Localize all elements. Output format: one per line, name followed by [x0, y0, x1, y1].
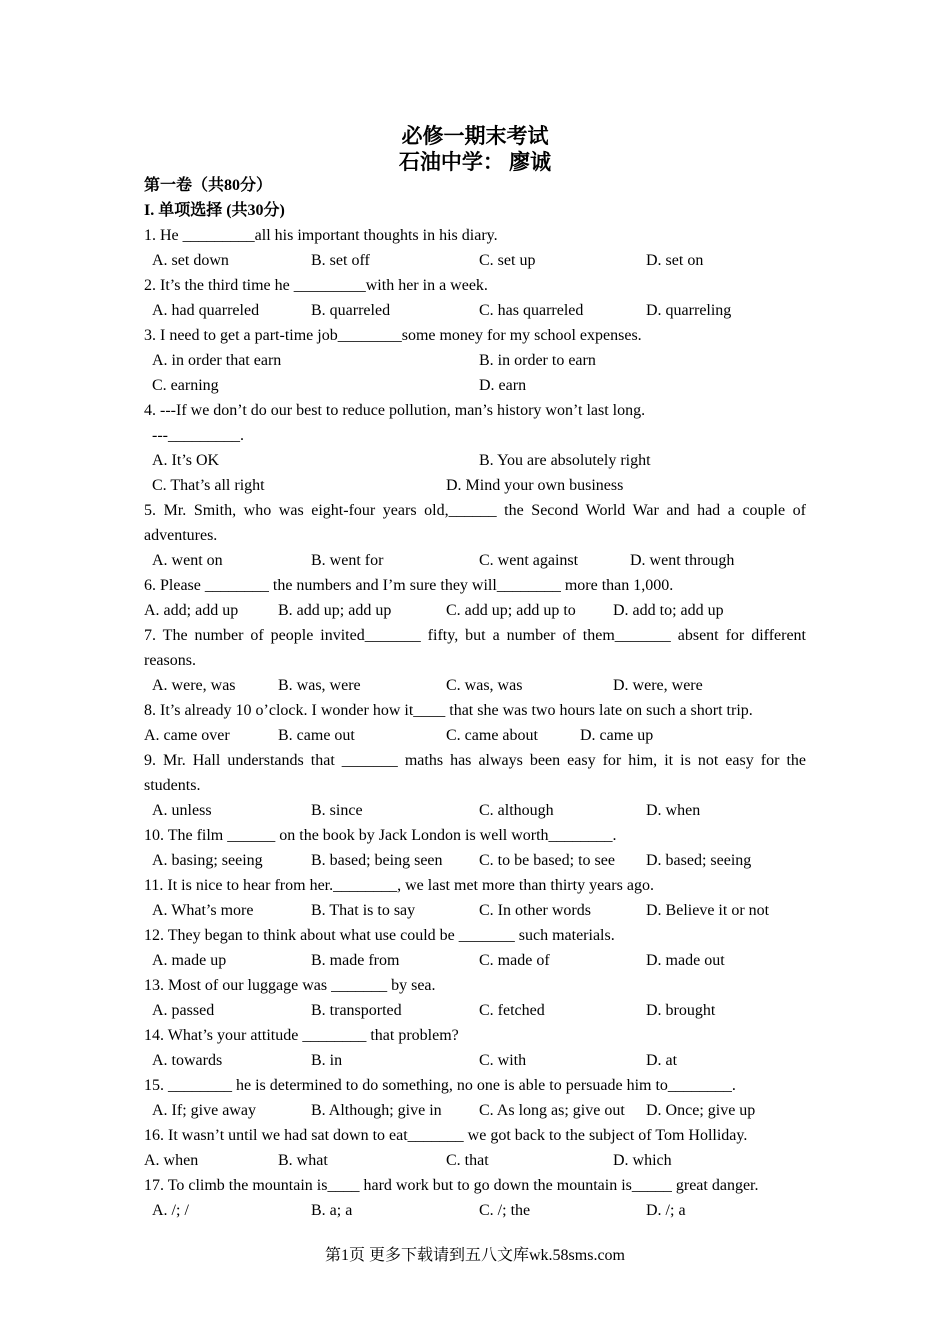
option-c: C. add up; add up to [446, 602, 576, 619]
question-11-options [144, 899, 806, 923]
option-d: D. Believe it or not [646, 902, 770, 919]
question-3-options-ab [144, 349, 806, 373]
question-4-response: ---_________. [152, 427, 244, 444]
question-4-stem: 4. ---If we don’t do our best to reduce pollution, man’s history won’t last long. [144, 402, 646, 419]
option-c: C. to be based; to see [479, 852, 615, 869]
page-title: 必修一期末考试 [401, 124, 549, 148]
question-8-options [144, 724, 806, 748]
option-a: A. made up [152, 952, 227, 969]
question-7-stem: 7. The number of people invited_______ fifty, but a number of them_______ absent for different [144, 627, 806, 644]
option-b: B. came out [278, 727, 355, 744]
option-b: B. add up; add up [278, 602, 392, 619]
option-d: D. brought [646, 1002, 716, 1019]
option-b: B. in order to earn [479, 352, 596, 369]
option-d: D. were, were [613, 677, 703, 694]
page-subtitle: 石油中学： 廖诚 [398, 150, 552, 174]
question-6-stem: 6. Please ________ the numbers and I’m sure they will________ more than 1,000. [144, 577, 674, 594]
option-c: C. came about [446, 727, 538, 744]
option-a: A. had quarreled [152, 302, 260, 319]
option-c: C. that [446, 1152, 489, 1169]
question-17-options [144, 1199, 806, 1223]
question-5-stem-cont: adventures. [144, 527, 218, 544]
option-a: A. came over [144, 727, 230, 744]
question-3-options-cd [144, 374, 806, 398]
option-a: A. add; add up [144, 602, 239, 619]
option-d: D. went through [630, 552, 735, 569]
option-a: A. in order that earn [152, 352, 282, 369]
option-c: C. although [479, 802, 554, 819]
question-16-options [144, 1149, 806, 1173]
question-13-options [144, 999, 806, 1023]
option-d: D. /; a [646, 1202, 686, 1219]
option-a: A. If; give away [152, 1102, 256, 1119]
option-d: D. earn [479, 377, 527, 394]
option-c: C. went against [479, 552, 579, 569]
option-b: B. based; being seen [311, 852, 443, 869]
option-d: D. set on [646, 252, 704, 269]
question-3-stem: 3. I need to get a part-time job________some money for my school expenses. [144, 327, 642, 344]
question-6-options [144, 599, 806, 623]
question-4-options-ab [144, 449, 806, 473]
question-10-stem: 10. The film ______ on the book by Jack London is well worth________. [144, 827, 617, 844]
option-c: C. was, was [446, 677, 523, 694]
option-a: A. What’s more [152, 902, 254, 919]
question-12-options [144, 949, 806, 973]
option-b: B. since [311, 802, 363, 819]
question-12-stem: 12. They began to think about what use could be _______ such materials. [144, 927, 615, 944]
question-10-options [144, 849, 806, 873]
option-d: D. add to; add up [613, 602, 724, 619]
question-15-stem: 15. ________ he is determined to do something, no one is able to persuade him to________. [144, 1077, 736, 1094]
question-2-options [144, 299, 806, 323]
question-8-stem: 8. It’s already 10 o’clock. I wonder how it____ that she was two hours late on such a short trip. [144, 702, 753, 719]
question-15-options [144, 1099, 806, 1123]
option-c: C. fetched [479, 1002, 545, 1019]
page-footer: 第1页 更多下载请到五八文库wk.58sms.com [324, 1247, 625, 1264]
option-d: D. Once; give up [646, 1102, 756, 1119]
option-d: D. came up [580, 727, 654, 744]
option-c: C. set up [479, 252, 536, 269]
option-a: A. towards [152, 1052, 223, 1069]
option-a: A. /; / [152, 1202, 189, 1219]
option-d: D. Mind your own business [446, 477, 624, 494]
question-5-options [144, 549, 806, 573]
question-7-options [144, 674, 806, 698]
option-b: B. in [311, 1052, 343, 1069]
option-a: A. unless [152, 802, 212, 819]
option-c: C. That’s all right [152, 477, 265, 494]
option-d: D. made out [646, 952, 725, 969]
option-c: C. earning [152, 377, 219, 394]
option-a: A. when [144, 1152, 199, 1169]
question-17-stem: 17. To climb the mountain is____ hard work but to go down the mountain is_____ great danger. [144, 1177, 759, 1194]
option-d: D. when [646, 802, 701, 819]
option-d: D. at [646, 1052, 678, 1069]
option-c: C. made of [479, 952, 550, 969]
option-b: B. a; a [311, 1202, 353, 1219]
option-a: A. basing; seeing [152, 852, 263, 869]
question-7-stem-cont: reasons. [144, 652, 196, 669]
question-14-options [144, 1049, 806, 1073]
option-b: B. transported [311, 1002, 402, 1019]
option-a: A. set down [152, 252, 229, 269]
option-c: C. In other words [479, 902, 591, 919]
question-1-options [144, 249, 806, 273]
option-b: B. what [278, 1152, 328, 1169]
option-b: B. set off [311, 252, 370, 269]
question-4-options-cd [144, 474, 806, 498]
question-2-stem: 2. It’s the third time he _________with her in a week. [144, 277, 488, 294]
question-9-stem-cont: students. [144, 777, 201, 794]
option-c: C. with [479, 1052, 527, 1069]
option-c: C. has quarreled [479, 302, 584, 319]
part-header: I. 单项选择 (共30分) [144, 202, 285, 219]
option-b: B. Although; give in [311, 1102, 442, 1119]
option-b: B. made from [311, 952, 400, 969]
question-9-stem: 9. Mr. Hall understands that _______ maths has always been easy for him, it is not easy for the [144, 752, 806, 769]
option-d: D. based; seeing [646, 852, 752, 869]
question-1-stem: 1. He _________all his important thoughts in his diary. [144, 227, 498, 244]
option-b: B. quarreled [311, 302, 391, 319]
question-16-stem: 16. It wasn’t until we had sat down to eat_______ we got back to the subject of Tom Holliday. [144, 1127, 748, 1144]
option-b: B. was, were [278, 677, 361, 694]
option-a: A. passed [152, 1002, 215, 1019]
option-a: A. went on [152, 552, 223, 569]
option-d: D. quarreling [646, 302, 732, 319]
option-b: B. You are absolutely right [479, 452, 651, 469]
question-11-stem: 11. It is nice to hear from her.________, we last met more than thirty years ago. [144, 877, 654, 894]
option-d: D. which [613, 1152, 672, 1169]
section-header: 第一卷（共80分） [144, 177, 273, 194]
option-c: C. As long as; give out [479, 1102, 625, 1119]
option-a: A. were, was [152, 677, 236, 694]
question-5-stem: 5. Mr. Smith, who was eight-four years old,______ the Second World War and had a couple of [144, 502, 806, 519]
question-13-stem: 13. Most of our luggage was _______ by sea. [144, 977, 436, 994]
option-c: C. /; the [479, 1202, 531, 1219]
question-14-stem: 14. What’s your attitude ________ that problem? [144, 1027, 459, 1044]
option-b: B. went for [311, 552, 384, 569]
question-9-options [144, 799, 806, 823]
option-b: B. That is to say [311, 902, 416, 919]
option-a: A. It’s OK [152, 452, 220, 469]
